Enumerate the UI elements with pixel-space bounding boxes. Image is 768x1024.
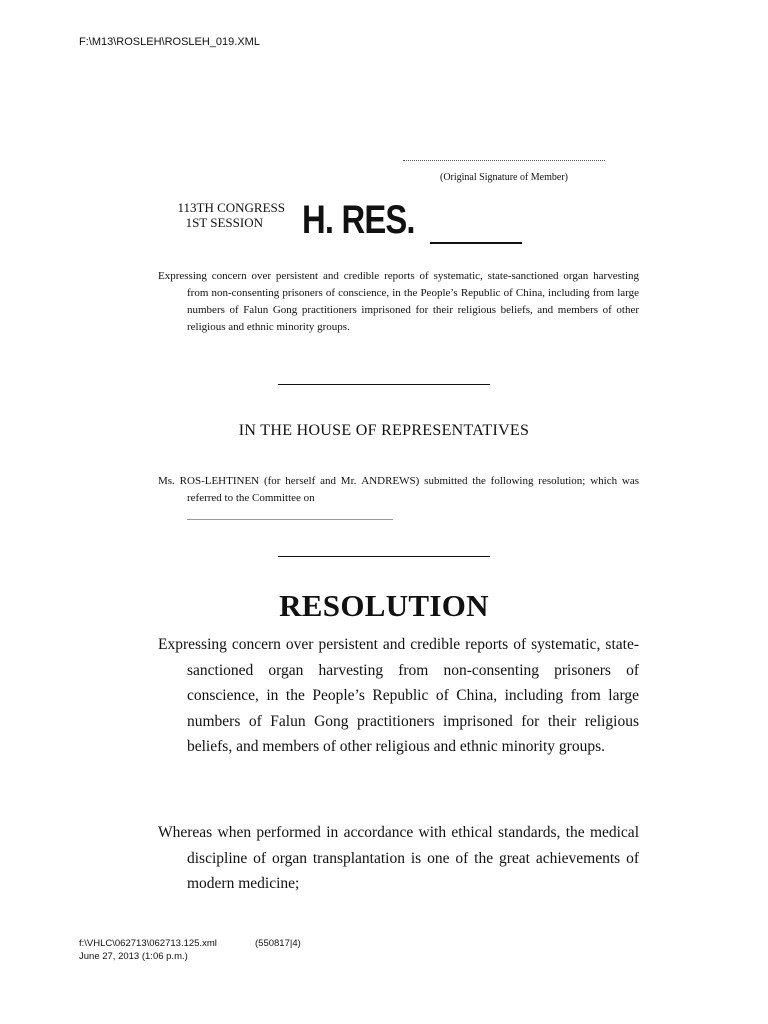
- footer-file-path: f:\VHLC\062713\062713.125.xml: [79, 938, 217, 949]
- cosponsor-name: ANDREWS: [361, 475, 416, 487]
- sponsor-middle: (for herself and Mr.: [263, 475, 357, 487]
- signature-caption: (Original Signature of Member): [439, 172, 569, 183]
- bill-number-blank: [430, 242, 522, 244]
- short-title: Expressing concern over persistent and credible reports of systematic, state-sanctioned organ harvesting from non-consenting prisoners of conscience, in the People’s Republic of China, including from large numbers of Falun Gong practitioners imprisoned for their religious beliefs, and members of other religious and ethnic minority groups.: [158, 270, 639, 333]
- signature-line: [403, 160, 605, 161]
- committee-blank-line: [187, 519, 393, 520]
- sponsor-rest: ) submitted the following resolution; which was referred to the Committee on: [187, 475, 640, 504]
- whereas-clause: Whereas when performed in accordance with ethical standards, the medical discipline of organ transplantation is one of the great achievements of modern medicine;: [158, 824, 639, 892]
- sponsor-name: ROS-LEHTINEN: [179, 475, 260, 487]
- footer-date: June 27, 2013 (1:06 p.m.): [79, 951, 188, 962]
- resolution-long-title: Expressing concern over persistent and credible reports of systematic, state-sanctioned organ harvesting from non-consenting prisoners of conscience, in the People’s Republic of China, including from large numbers of Falun Gong practitioners imprisoned for their religious beliefs, and members of other religious and ethnic minority groups.: [158, 636, 639, 755]
- bill-type-title: H. RES.: [302, 198, 415, 242]
- congress-number: 113TH CONGRESS: [177, 200, 285, 215]
- session-number: 1ST SESSION: [185, 215, 263, 230]
- divider-rule: [278, 384, 490, 385]
- sponsor-statement: [158, 473, 639, 507]
- chamber-heading: IN THE HOUSE OF REPRESENTATIVES: [238, 422, 530, 439]
- file-path-header: F:\M13\ROSLEH\ROSLEH_019.XML: [79, 36, 260, 48]
- divider-rule: [278, 556, 490, 557]
- footer-document-id: (550817|4): [255, 938, 301, 949]
- resolution-heading: RESOLUTION: [279, 588, 489, 623]
- congress-session-block: [158, 200, 285, 230]
- sponsor-title: Ms.: [158, 475, 175, 487]
